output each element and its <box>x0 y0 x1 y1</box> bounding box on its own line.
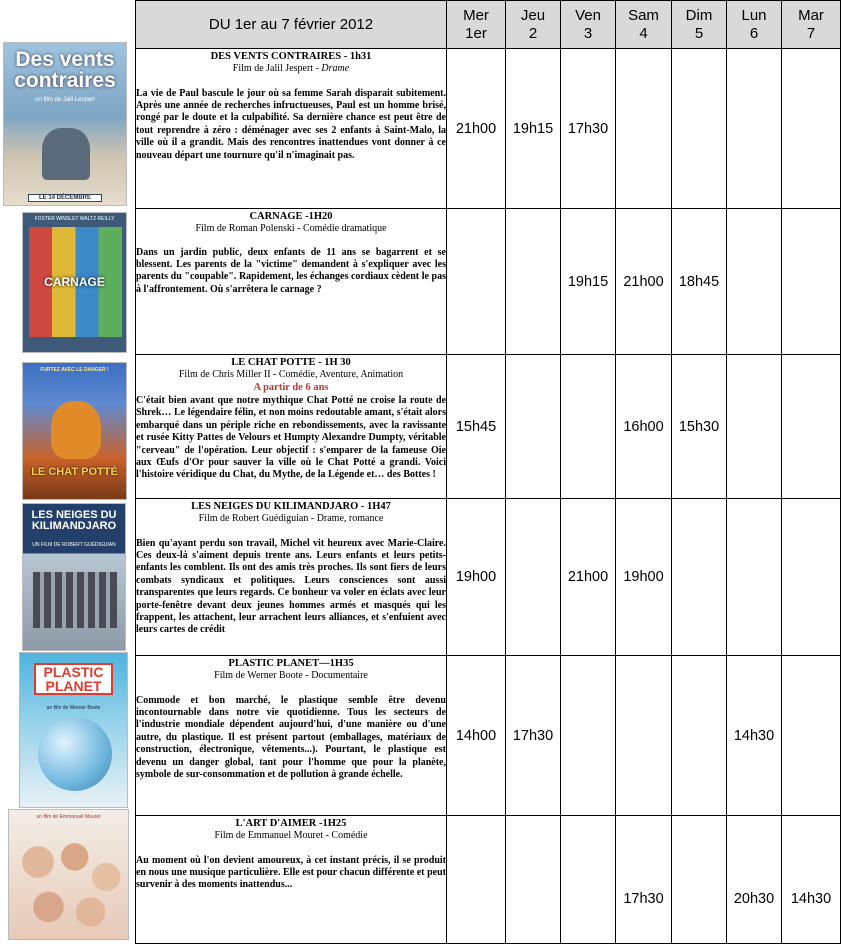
day-name: Mar <box>798 6 824 24</box>
film-row <box>136 656 841 816</box>
day-header-thu <box>506 1 561 49</box>
film-info <box>136 499 447 656</box>
poster-title: CARNAGE <box>44 275 105 289</box>
film-synopsis: Au moment où l'on devient amoureux, à cet instant précis, il se produit en nous une musique particulière. Elle est pour chacun différente et peut survenir à des moments inattendus... <box>136 854 446 891</box>
day-name: Dim <box>685 6 713 24</box>
film-synopsis: Dans un jardin public, deux enfants de 11 ans se bagarrent et se blessent. Les parents de la "victime" demandent à s'expliquer avec les parents du "coupable". Rapidement, les échanges cordiaux cèdent le pas à l'affrontement. Où s'arrêtera le carnage ? <box>136 246 446 295</box>
poster-subtitle: un film de Jalil Lespert <box>35 97 95 103</box>
showtime-cell: 16h00 <box>616 355 672 499</box>
film-row <box>136 49 841 209</box>
day-name: Ven <box>575 6 601 24</box>
poster-des-vents-contraires <box>3 42 127 206</box>
poster-plastic-planet <box>19 652 128 808</box>
film-row <box>136 355 841 499</box>
day-number: 3 <box>583 24 593 42</box>
showtime-cell: 21h00 <box>616 209 672 355</box>
showtime-cell <box>672 49 727 209</box>
day-name: Mer <box>463 6 489 24</box>
poster-les-neiges-du-kilimandjaro <box>22 503 126 651</box>
poster-date: LE 14 DÉCEMBRE <box>28 194 101 202</box>
showtime-cell <box>782 355 841 499</box>
showtime-cell <box>782 499 841 656</box>
film-row <box>136 499 841 656</box>
showtime-cell: 17h30 <box>616 816 672 944</box>
poster-figures <box>42 128 90 180</box>
film-title: LES NEIGES DU KILIMANDJARO - 1H47 <box>191 501 391 512</box>
poster-globe <box>38 717 112 791</box>
film-credit: Film de Chris Miller II - Comédie, Aventure, Animation <box>178 369 404 381</box>
showtime-cell: 15h45 <box>447 355 506 499</box>
showtime-cell <box>616 656 672 816</box>
poster-subtitle: un film de Werner Boote <box>46 705 101 711</box>
showtime-cell <box>506 816 561 944</box>
day-number: 4 <box>639 24 648 42</box>
day-number: 6 <box>749 24 759 42</box>
film-synopsis: C'était bien avant que notre mythique Chat Potté ne croise la route de Shrek… Le légendaire félin, et non moins redoutable amant, s'était alors embarqué dans un périple riche en rebondissements, avec la ravissante et rusée Kitty Pattes de Velours et Humpty Alexandre Dumpty, véritable "cerveau" de l'opération. Leur objectif : s'emparer de la fameuse Oie aux Œufs d'Or pour sauver la ville où le Chat Potté a grandi. Voici l'histoire véridique du Chat, du Mythe, de la Légende et… des Bottes ! <box>136 394 446 481</box>
film-info <box>136 355 447 499</box>
poster-carnage <box>22 212 127 353</box>
day-number: 2 <box>528 24 538 42</box>
showtime-cell: 19h00 <box>447 499 506 656</box>
poster-faces <box>17 832 122 932</box>
day-name: Sam <box>628 6 659 24</box>
day-header-sat <box>616 1 672 49</box>
showtime-cell <box>506 209 561 355</box>
showtime-cell <box>727 499 782 656</box>
day-header-tue <box>782 1 841 49</box>
film-row <box>136 209 841 355</box>
showtime-cell: 21h00 <box>447 49 506 209</box>
film-title: PLASTIC PLANET—1H35 <box>228 658 354 669</box>
poster-subtitle: FOSTER WINSLET WALTZ REILLY <box>34 216 115 222</box>
poster-subtitle: UN FILM DE ROBERT GUÉDIGUIAN <box>32 542 116 548</box>
poster-subtitle: FURTEZ AVEC LE DANGER ! <box>40 367 109 373</box>
film-credit: Film de Roman Polenski - Comédie dramatique <box>195 223 387 235</box>
day-number: 7 <box>806 24 816 42</box>
showtime-cell: 19h15 <box>506 49 561 209</box>
showtime-cell <box>782 49 841 209</box>
showtime-cell: 18h45 <box>672 209 727 355</box>
header-row <box>136 1 841 49</box>
day-name: Jeu <box>520 6 546 24</box>
schedule-table <box>135 0 841 944</box>
film-credit <box>136 63 446 75</box>
poster-title: LES NEIGES DU KILIMANDJARO <box>31 509 117 532</box>
showtime-cell <box>672 499 727 656</box>
film-title: LE CHAT POTTE - 1H 30 <box>231 357 351 368</box>
showtime-cell <box>672 816 727 944</box>
film-title: L'ART D'AIMER -1H25 <box>235 818 347 829</box>
showtime-cell <box>782 209 841 355</box>
day-header-wed <box>447 1 506 49</box>
film-info <box>136 209 447 355</box>
showtime-cell: 14h00 <box>447 656 506 816</box>
showtime-cell: 14h30 <box>727 656 782 816</box>
showtime-cell <box>782 656 841 816</box>
poster-people <box>33 572 117 628</box>
showtime-cell: 14h30 <box>782 816 841 944</box>
showtime-cell: 15h30 <box>672 355 727 499</box>
film-info <box>136 656 447 816</box>
showtime-cell <box>616 49 672 209</box>
day-header-sun <box>672 1 727 49</box>
showtime-cell <box>447 209 506 355</box>
showtime-cell <box>561 355 616 499</box>
showtime-cell: 17h30 <box>506 656 561 816</box>
film-credit: Film de Robert Guédiguian - Drame, romance <box>198 513 384 525</box>
film-genre: Drame <box>321 63 350 75</box>
film-title: CARNAGE -1H20 <box>249 211 333 222</box>
showtime-cell <box>506 355 561 499</box>
showtime-cell: 19h15 <box>561 209 616 355</box>
film-age-rating: A partir de 6 ans <box>253 381 329 393</box>
poster-subtitle: un film de Emmanuel Mouret <box>36 814 101 820</box>
film-synopsis: Commode et bon marché, le plastique semble être devenu incontournable dans notre vie quotidienne. Tous les secteurs de l'industrie mondiale dépendent aujourd'hui, d'une manière ou d'une autre, du plastique. Il est présent partout (emballages, matériaux de construction, électronique, vêtements...). Pourtant, le plastique est devenu un danger global, tant pour l'homme que pour la planète, symbole de sur-consommation et de pollution à grande échelle. <box>136 694 446 781</box>
film-synopsis: Bien qu'ayant perdu son travail, Michel vit heureux avec Marie-Claire. Ces deux-là s'aiment depuis trente ans. Leurs enfants et leurs petits-enfants les comblent. Ils ont des amis très proches. Ils sont fiers de leurs combats syndicaux et politiques. Leurs consciences sont aussi transparentes que leurs regards. Ce bonheur va voler en éclats avec leur porte-fenêtre devant deux jeunes hommes armés et masqués qui les frappent, les attachent, leur arrachent leurs alliances, et s'enfuient avec leurs cartes de crédit <box>136 537 446 636</box>
showtime-cell <box>561 656 616 816</box>
showtime-cell: 17h30 <box>561 49 616 209</box>
poster-cat <box>51 401 101 459</box>
showtime-cell <box>672 656 727 816</box>
poster-le-chat-potte <box>22 362 127 500</box>
poster-title: Des vents contraires <box>14 48 116 92</box>
showtime-cell <box>561 816 616 944</box>
day-header-mon <box>727 1 782 49</box>
film-row <box>136 816 841 944</box>
showtime-cell: 19h00 <box>616 499 672 656</box>
film-info <box>136 816 447 944</box>
film-title: DES VENTS CONTRAIRES - 1h31 <box>210 51 372 62</box>
showtime-cell <box>506 499 561 656</box>
film-synopsis: La vie de Paul bascule le jour où sa femme Sarah disparait subitement. Après une année de recherches infructueuses, Paul est un homme brisé, rongé par le doute et la culpabilité. Sa dernière chance est peut être de tout reprendre à zéro : déménager avec ses 2 enfants à Saint-Malo, la ville où il a grandit. Mais des rencontres inattendues vont donner à ce nouveau départ une tournure qu'il n'imaginait pas. <box>136 87 446 161</box>
poster-title: LE CHAT POTTÉ <box>31 466 118 478</box>
day-name: Lun <box>741 6 767 24</box>
film-credit: Film de Emmanuel Mouret - Comédie <box>214 830 368 842</box>
showtime-cell <box>727 209 782 355</box>
day-number: 1er <box>465 24 487 42</box>
showtime-cell: 21h00 <box>561 499 616 656</box>
showtime-cell: 20h30 <box>727 816 782 944</box>
film-credit: Film de Werner Boote - Documentaire <box>214 670 368 682</box>
showtime-cell <box>727 49 782 209</box>
showtime-cell <box>727 355 782 499</box>
showtime-cell <box>447 816 506 944</box>
film-director: Film de Jalil Jespert - <box>232 63 322 75</box>
period-header: DU 1er au 7 février 2012 <box>136 1 447 49</box>
film-info <box>136 49 447 209</box>
poster-l-art-d-aimer <box>8 809 129 940</box>
day-header-fri <box>561 1 616 49</box>
day-number: 5 <box>694 24 704 42</box>
poster-title: PLASTIC PLANET <box>34 663 113 695</box>
